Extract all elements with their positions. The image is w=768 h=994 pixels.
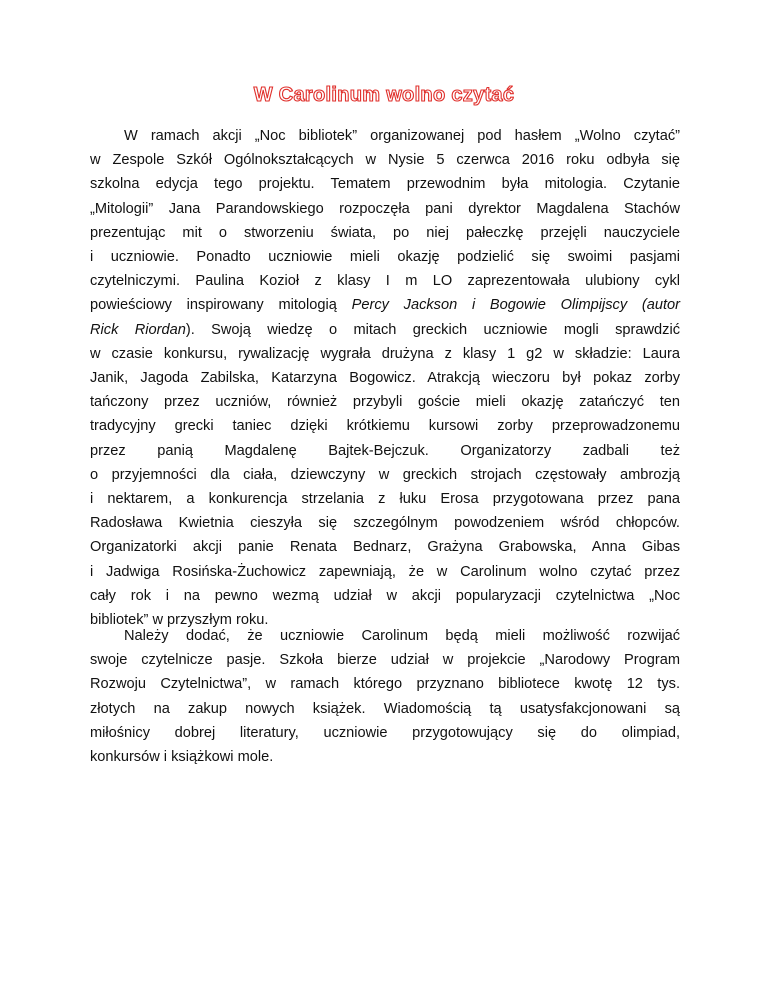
text-line: Janik, Jagoda Zabilska, Katarzyna Bogowicz. Atrakcją wieczoru był pokaz zorby [90, 370, 680, 387]
text-segment: ). Swoją wiedzę o mitach greckich uczniowie mogli sprawdzić [185, 321, 680, 338]
text-line-with-italic [90, 318, 680, 342]
text-line-with-italic [90, 293, 680, 317]
book-title-italic: Percy Jackson i Bogowie Olimpijscy (autor [351, 297, 680, 314]
text-line: i Jadwiga Rosińska-Żuchowicz zapewniają, że w Carolinum wolno czytać przez [90, 563, 680, 580]
text-segment: powieściowy inspirowany mitologią [90, 297, 337, 314]
text-line: tradycyjny grecki taniec dzięki krótkiemu kursowi zorby przeprowadzonemu [90, 418, 680, 435]
text-line: Radosława Kwietnia cieszyła się szczególnym powodzeniem wśród chłopców. [90, 515, 680, 532]
text-line: Rozwoju Czytelnictwa”, w ramach którego przyznano bibliotece kwotę 12 tys. [90, 676, 680, 693]
text-line: szkolna edycja tego projektu. Tematem przewodnim była mitologia. Czytanie [90, 176, 680, 193]
text-line: w Zespole Szkół Ogólnokształcących w Nysie 5 czerwca 2016 roku odbyła się [90, 152, 680, 169]
text-line: i nektarem, a konkurencja strzelania z łuku Erosa przygotowana przez pana [90, 491, 680, 508]
text-line: bibliotek” w przyszłym roku. [90, 612, 269, 629]
paragraph-1 [90, 124, 680, 632]
page-title: W Carolinum wolno czytać [253, 84, 515, 106]
text-line: cały rok i na pewno wezmą udział w akcji popularyzacji czytelnictwa „Noc [90, 587, 680, 604]
text-line: tańczony przez uczniów, również przybyli goście mieli okazję zatańczyć ten [90, 394, 680, 411]
text-line: swoje czytelnicze pasje. Szkoła bierze udział w projekcie „Narodowy Program [90, 652, 680, 669]
text-line: przez panią Magdalenę Bajtek-Bejczuk. Organizatorzy zadbali też [90, 442, 680, 459]
text-line: W ramach akcji „Noc bibliotek” organizowanej pod hasłem „Wolno czytać” [124, 128, 680, 144]
paragraph-2 [90, 624, 680, 769]
text-line: złotych na zakup nowych książek. Wiadomością tą usatysfakcjonowani są [90, 700, 680, 717]
text-line: i uczniowie. Ponadto uczniowie mieli okazję podzielić się swoimi pasjami [90, 249, 680, 266]
text-line: konkursów i książkowi mole. [90, 749, 274, 766]
text-line: miłośnicy dobrej literatury, uczniowie przygotowujący się do olimpiad, [90, 724, 680, 741]
text-line: Należy dodać, że uczniowie Carolinum będą mieli możliwość rozwijać [124, 628, 680, 644]
author-italic: Rick Riordan [90, 321, 186, 338]
text-line: Organizatorki akcji panie Renata Bednarz, Grażyna Grabowska, Anna Gibas [90, 539, 680, 556]
text-line: czytelniczymi. Paulina Kozioł z klasy I m LO zaprezentowała ulubiony cykl [90, 273, 680, 290]
text-line: o przyjemności dla ciała, dziewczyny w greckich strojach częstowały ambrozją [90, 466, 680, 483]
text-line: w czasie konkursu, rywalizację wygrała drużyna z klasy 1 g2 w składzie: Laura [90, 345, 680, 362]
text-line: „Mitologii” Jana Parandowskiego rozpoczęła pani dyrektor Magdalena Stachów [90, 200, 680, 217]
text-line: prezentując mit o stworzeniu świata, po niej pałeczkę przejęli nauczyciele [90, 224, 680, 241]
